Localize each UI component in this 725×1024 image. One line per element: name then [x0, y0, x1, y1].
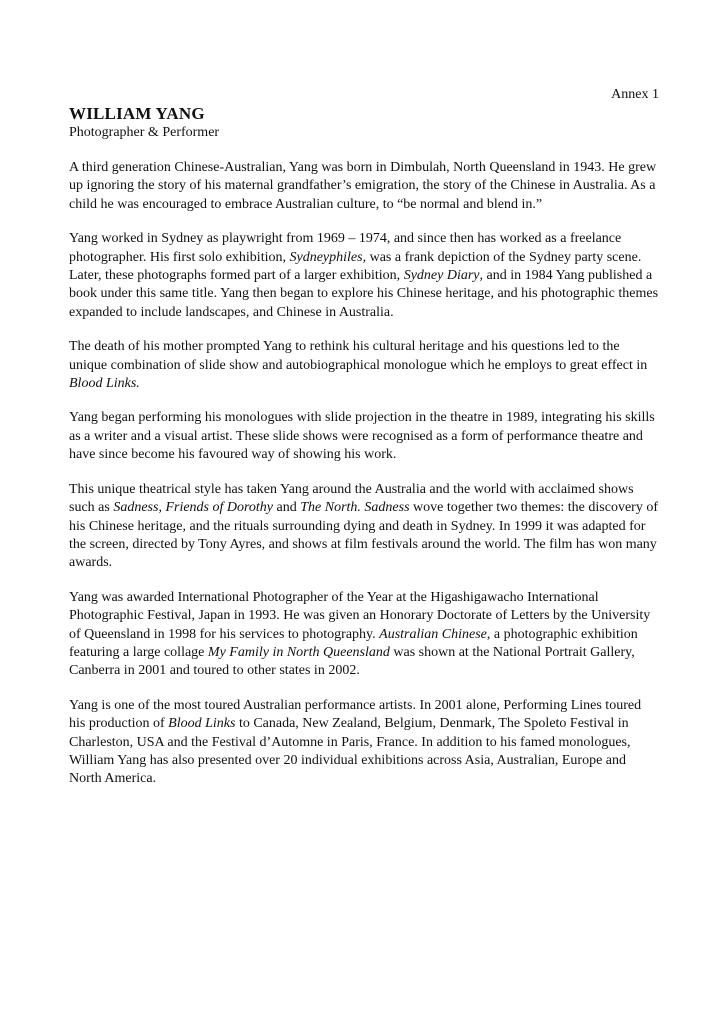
paragraph-text: A third generation Chinese-Australian, Yang was born in Dimbulah, North Queensland in 1943. He grew up ignoring the story of his maternal grandfather’s emigration, the story of the Chinese in Australia. As a child he was encouraged to embrace Australian culture, to “be normal and blend in.”: [69, 160, 657, 212]
italic-title-sydneyphiles: Sydneyphiles,: [289, 249, 367, 265]
italic-title-sadness-friends-of-dorothy: Sadness, Friends of Dorothy: [113, 500, 274, 516]
paragraph-text: This unique theatrical style has taken Yang around the Australia and the world with acclaimed shows such as: [69, 481, 634, 516]
paragraph-early-life: [69, 159, 659, 214]
italic-title-blood-links: Blood Links.: [69, 376, 140, 392]
italic-title-my-family-in-north-queensland: My Family in North Queensland: [207, 644, 390, 660]
paragraph-text: was a frank depiction of the Sydney party scene. Later, these photographs formed part of a larger exhibition,: [69, 249, 642, 284]
page-title: WILLIAM YANG: [69, 104, 205, 123]
paragraph-monologues: [69, 409, 659, 464]
paragraph-theatrical-style: [69, 481, 659, 573]
annex-label: Annex 1: [611, 87, 659, 102]
paragraph-text: , a photographic exhibition featuring a large collage: [69, 626, 638, 660]
paragraph-text: to Canada, New Zealand, Belgium, Denmark, The Spoleto Festival in Charleston, USA and the Festival d’Automne in Paris, France. In addition to his famed monologues, William Yang has also presented over 20 individual exhibitions across Asia, Australian, Europe and North America.: [69, 716, 631, 787]
italic-title-sydney-diary: Sydney Diary: [403, 268, 480, 284]
paragraph-text: and: [273, 500, 301, 516]
italic-title-australian-chinese: Australian Chinese: [379, 626, 487, 642]
paragraph-awards: [69, 589, 659, 681]
paragraph-cultural-heritage: [69, 338, 659, 393]
page-subtitle: Photographer & Performer: [69, 125, 220, 140]
paragraph-text: Yang was awarded International Photographer of the Year at the Higashigawacho International Photographic Festival, Japan in 1993. He was given an Honorary Doctorate of Letters by the University of Queensland in 1998 for his services to photography.: [69, 589, 651, 642]
paragraph-text: wove together two themes: the discovery of his Chinese heritage, and the rituals surrounding dying and death in Sydney. In 1999 it was adapted for the screen, directed by Tony Ayres, and shows at film festivals around the world. The film has won many awards.: [69, 500, 658, 571]
paragraph-touring: [69, 697, 659, 789]
document-page: [69, 86, 659, 805]
paragraph-text: was shown at the National Portrait Gallery, Canberra in 2001 and toured to other states in 2002.: [69, 644, 635, 679]
italic-title-the-north-sadness: The North. Sadness: [300, 500, 410, 516]
paragraph-text: Yang worked in Sydney as playwright from 1969 – 1974, and since then has worked as a freelance photographer. His first solo exhibition,: [69, 231, 622, 265]
paragraph-text: Yang is one of the most toured Australian performance artists. In 2001 alone, Performing Lines toured his production of: [69, 697, 642, 732]
paragraph-photography-career: [69, 230, 659, 322]
paragraph-text: , and in 1984 Yang published a book under this same title. Yang then began to explore his Chinese heritage, and his photographic themes expanded to include landscapes, and Chinese in Australia.: [69, 268, 659, 320]
paragraph-text: The death of his mother prompted Yang to rethink his cultural heritage and his questions led to the unique combination of slide show and autobiographical monologue which he employs to great effect in: [69, 339, 648, 373]
italic-title-blood-links-production: Blood Links: [168, 716, 236, 732]
paragraph-text: Yang began performing his monologues with slide projection in the theatre in 1989, integrating his skills as a writer and a visual artist. These slide shows were recognised as a form of performance theatre and have since become his favoured way of showing his work.: [69, 410, 655, 463]
